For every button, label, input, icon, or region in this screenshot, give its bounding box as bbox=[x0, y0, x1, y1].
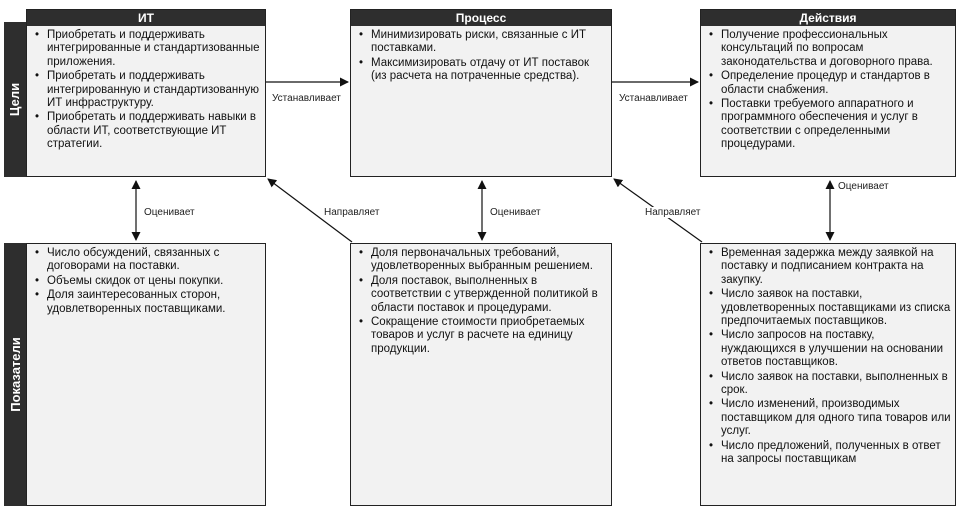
edge-label-evaluates: Оценивает bbox=[490, 207, 541, 218]
list-item: • Получение профессиональных консультаций по вопросам законодательства и договорного права. bbox=[709, 29, 951, 69]
list-item: • Приобретать и поддерживать интегрированную и стандартизованную ИТ инфраструктуру. bbox=[35, 70, 261, 110]
list-item: • Сокращение стоимости приобретаемых товаров и услуг в расчете на единицу продукции. bbox=[359, 316, 607, 356]
it-column-title: ИТ bbox=[27, 10, 265, 26]
row-label-goals-text: Цели bbox=[7, 82, 23, 117]
list-item: • Приобретать и поддерживать интегрированные и стандартизованные приложения. bbox=[35, 29, 261, 69]
list-item: • Объемы скидок от цены покупки. bbox=[35, 275, 261, 288]
list-item: • Временная задержка между заявкой на поставку и подписанием контракта на закупку. bbox=[709, 247, 951, 287]
list-item: • Поставки требуемого аппаратного и программного обеспечения и услуг в соответствии с определенными процедурами. bbox=[709, 98, 951, 152]
process-column-title: Процесс bbox=[351, 10, 611, 26]
list-item: • Доля заинтересованных сторон, удовлетворенных поставщиками. bbox=[35, 289, 261, 316]
list-item: • Максимизировать отдачу от ИТ поставок (из расчета на потраченные средства). bbox=[359, 57, 607, 84]
edge-label-directs: Направляет bbox=[645, 207, 701, 218]
edge-label-evaluates: Оценивает bbox=[838, 181, 889, 192]
list-item: • Число заявок на поставки, выполненных в срок. bbox=[709, 371, 951, 398]
list-item: • Число изменений, производимых поставщиком для одного типа товаров или услуг. bbox=[709, 398, 951, 438]
actions-column-title: Действия bbox=[701, 10, 955, 26]
list-item: • Приобретать и поддерживать навыки в области ИТ, соответствующие ИТ стратегии. bbox=[35, 111, 261, 151]
list-item: • Число заявок на поставки, удовлетворенных поставщиками из списка предпочитаемых поставщиков. bbox=[709, 288, 951, 328]
edge-label-sets: Устанавливает bbox=[619, 93, 688, 104]
list-item: • Определение процедур и стандартов в области снабжения. bbox=[709, 70, 951, 97]
edge-label-directs: Направляет bbox=[324, 207, 380, 218]
list-item: • Доля поставок, выполненных в соответствии с утвержденной политикой в области поставок и процедурами. bbox=[359, 275, 607, 315]
list-item: • Число запросов на поставку, нуждающихся в улучшении на основании ответов поставщиков. bbox=[709, 329, 951, 369]
edge-label-evaluates: Оценивает bbox=[144, 207, 195, 218]
list-item: • Минимизировать риски, связанные с ИТ поставками. bbox=[359, 29, 607, 56]
list-item: • Доля первоначальных требований, удовлетворенных выбранным решением. bbox=[359, 247, 607, 274]
edge-label-sets: Устанавливает bbox=[272, 93, 341, 104]
list-item: • Число предложений, полученных в ответ на запросы поставщикам bbox=[709, 440, 951, 467]
list-item: • Число обсуждений, связанных с договорами на поставки. bbox=[35, 247, 261, 274]
row-label-metrics-text: Показатели bbox=[7, 337, 23, 412]
